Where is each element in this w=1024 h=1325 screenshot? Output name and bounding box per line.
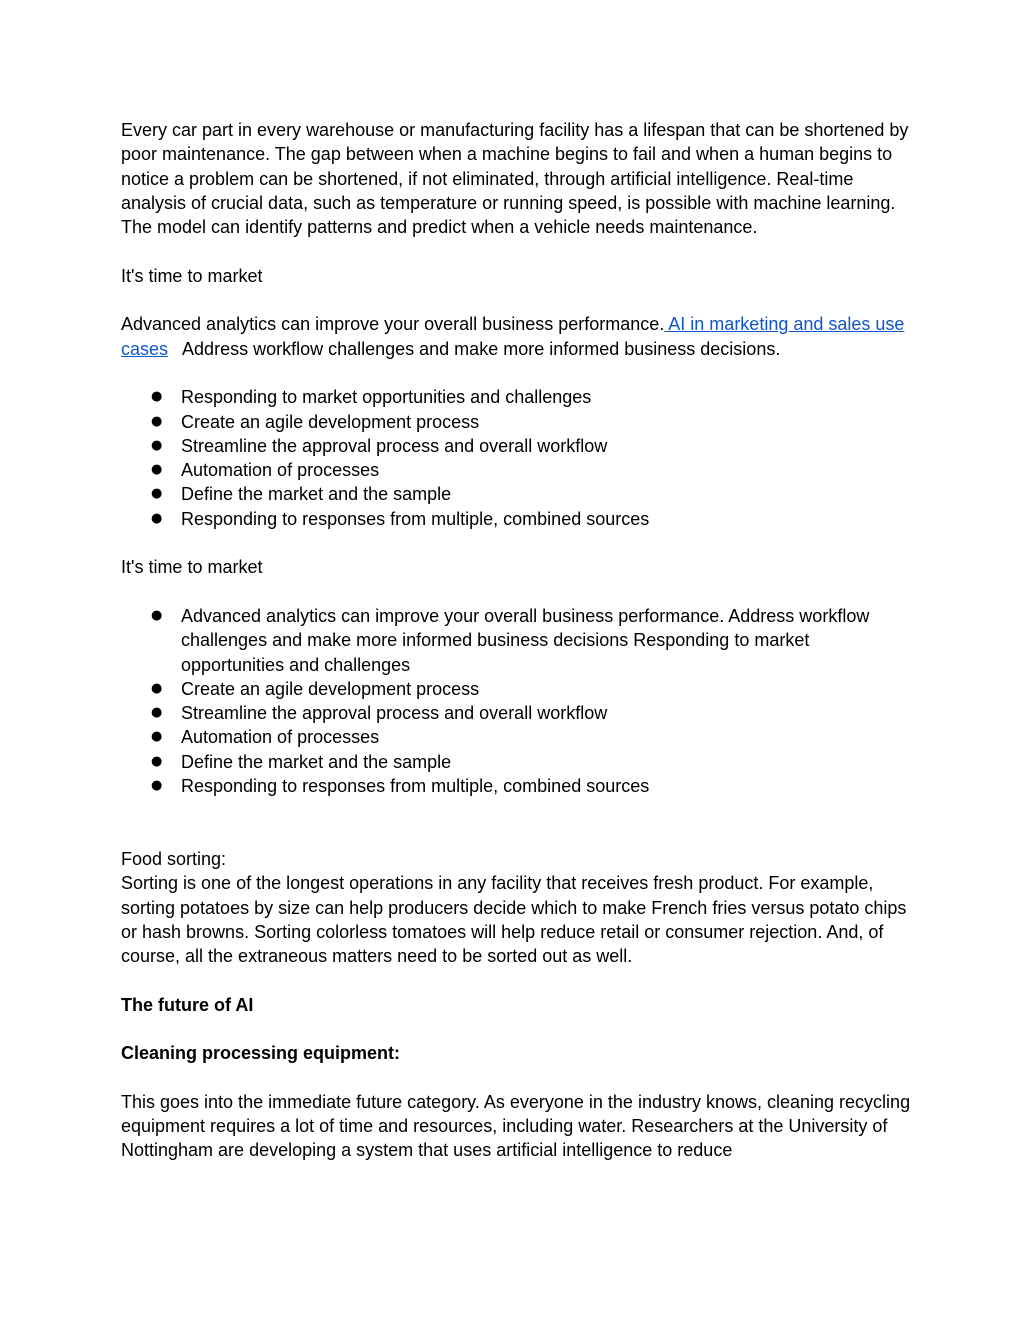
paragraph-analytics-tail: Address workflow challenges and make more informed business decisions. <box>168 338 781 359</box>
spacer <box>121 580 911 604</box>
list-item: ● Define the market and the sample <box>121 482 911 506</box>
list-item: ● Streamline the approval process and overall workflow <box>121 434 911 458</box>
heading-future-of-ai: The future of AI <box>121 994 254 1015</box>
list-item: ● Create an agile development process <box>121 410 911 434</box>
paragraph-maintenance: Every car part in every warehouse or manufacturing facility has a lifespan that can be shortened by poor maintenance. The gap between when a machine begins to fail and when a human begins to notice a problem can be shortened, if not eliminated, through artificial intelligence. Real-time analysis of crucial data, such as temperature or running speed, is possible with machine learning. The model can identify patterns and predict when a vehicle needs maintenance. <box>121 120 909 238</box>
paragraph-cleaning: This goes into the immediate future category. As everyone in the industry knows, cleaning recycling equipment requires a lot of time and resources, including water. Researchers at the University of Nottingham are developing a system that uses artificial intelligence to reduce <box>121 1091 911 1161</box>
spacer <box>121 1066 911 1090</box>
spacer <box>121 239 911 263</box>
spacer <box>121 798 911 847</box>
list-item: ● Automation of processes <box>121 725 911 749</box>
paragraph-food-sorting: Sorting is one of the longest operations in any facility that receives fresh product. For example, sorting potatoes by size can help producers decide which to make French fries versus potato chips or hash browns. Sorting colorless tomatoes will help reduce retail or consumer rejection. And, of course, all the extraneous matters need to be sorted out as well. <box>121 873 907 967</box>
spacer <box>121 288 911 312</box>
heading-time-to-market-2: It's time to market <box>121 557 263 578</box>
spacer <box>121 968 911 992</box>
list-item: ● Automation of processes <box>121 458 911 482</box>
list-item: ● Create an agile development process <box>121 677 911 701</box>
list-item: ● Define the market and the sample <box>121 750 911 774</box>
food-sorting-label: Food sorting: <box>121 848 227 869</box>
spacer <box>121 531 911 555</box>
spacer <box>121 1017 911 1041</box>
list-item: ● Advanced analytics can improve your overall business performance. Address workflow challenges and make more informed business decisions Responding to market opportunities and challenges <box>121 604 911 677</box>
document-page <box>121 118 911 1163</box>
list-item: ● Streamline the approval process and overall workflow <box>121 701 911 725</box>
paragraph-analytics <box>121 312 911 361</box>
bullet-list-1 <box>121 385 911 531</box>
heading-time-to-market-1: It's time to market <box>121 265 263 286</box>
ai-marketing-sales-link[interactable]: AI in marketing and sales use cases <box>121 314 905 359</box>
list-item: ● Responding to responses from multiple, combined sources <box>121 507 911 531</box>
bullet-list-2 <box>121 604 911 798</box>
list-item: ● Responding to responses from multiple, combined sources <box>121 774 911 798</box>
list-item: ● Responding to market opportunities and challenges <box>121 385 911 409</box>
heading-cleaning-equipment: Cleaning processing equipment: <box>121 1043 401 1064</box>
spacer <box>121 361 911 385</box>
paragraph-analytics-text: Advanced analytics can improve your overall business performance. <box>121 314 665 335</box>
